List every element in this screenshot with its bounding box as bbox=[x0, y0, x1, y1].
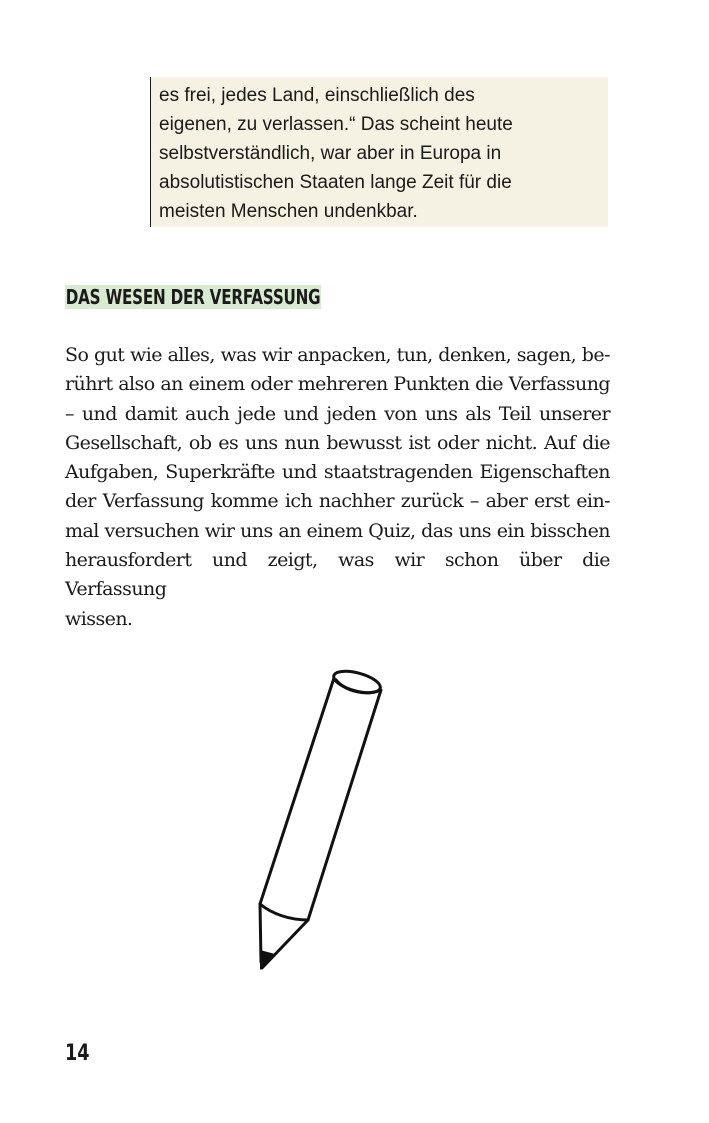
body-line: herausfordert und zeigt, was wir schon über die Verfassung bbox=[65, 549, 610, 601]
section-heading-text: DAS WESEN DER VERFASSUNG bbox=[65, 285, 321, 309]
body-line: rührt also an einem oder mehreren Punkten die Verfassung bbox=[65, 373, 610, 396]
body-line: So gut wie alles, was wir anpacken, tun, denken, sagen, be- bbox=[65, 344, 610, 366]
quote-line: es frei, jedes Land, einschließlich des bbox=[159, 85, 475, 106]
quote-line: absolutistischen Staaten lange Zeit für die bbox=[159, 172, 512, 193]
body-line: Aufgaben, Superkräfte und staatstragenden Eigenschaften bbox=[65, 461, 610, 484]
quote-line: meisten Menschen undenkbar. bbox=[159, 201, 418, 222]
body-line: wissen. bbox=[65, 607, 133, 630]
body-paragraph bbox=[65, 341, 610, 634]
body-line: der Verfassung komme ich nachher zurück – aber erst ein- bbox=[65, 490, 610, 513]
section-heading bbox=[65, 284, 321, 310]
quote-box bbox=[150, 77, 608, 227]
body-line: mal versuchen wir uns an einem Quiz, das uns ein bisschen bbox=[65, 519, 610, 542]
quote-line: eigenen, zu verlassen.“ Das scheint heute bbox=[159, 114, 513, 135]
body-line: – und damit auch jede und jeden von uns als Teil unserer bbox=[65, 402, 610, 425]
page-number: 14 bbox=[65, 1041, 90, 1066]
quote-line: selbstverständlich, war aber in Europa in bbox=[159, 143, 502, 164]
body-line: Gesellschaft, ob es uns nun bewusst ist oder nicht. Auf die bbox=[65, 431, 610, 454]
pencil-icon bbox=[250, 664, 390, 976]
